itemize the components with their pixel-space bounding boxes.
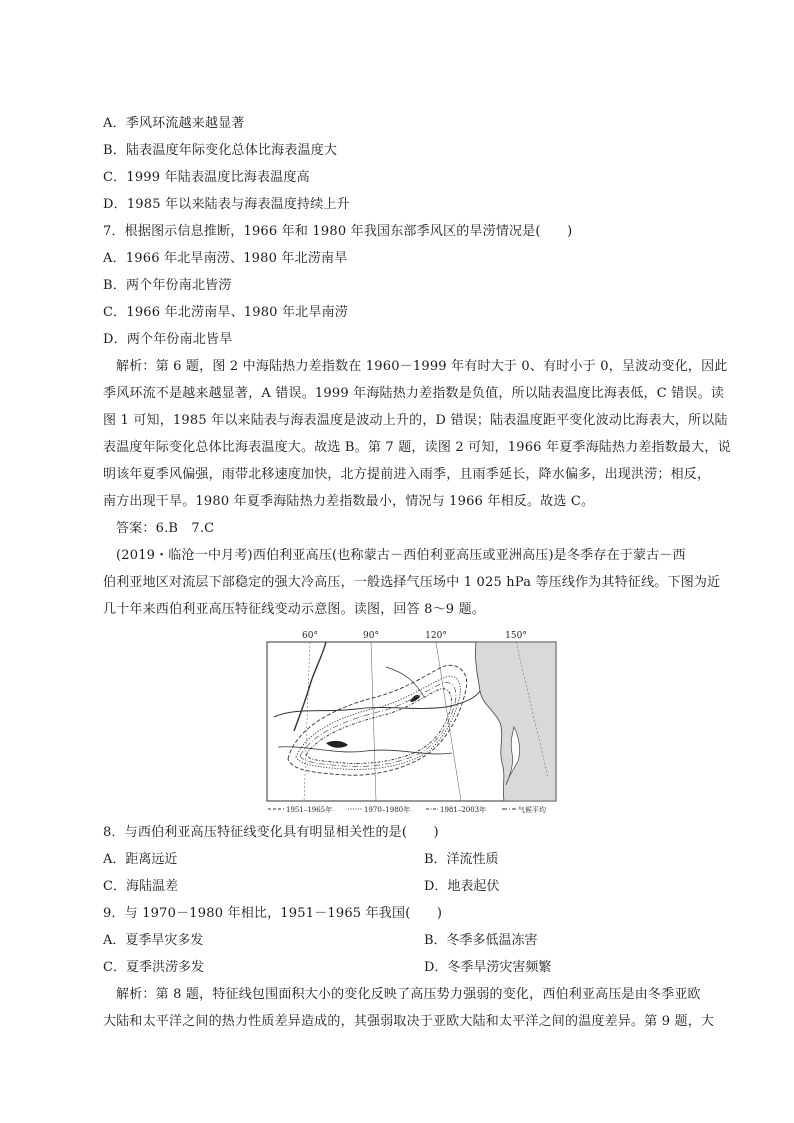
intro-line: (2019・临沧一中月考)西伯利亚高压(也称蒙古－西伯利亚高压或亚洲高压)是冬季存在于蒙古－西 [116,548,686,563]
q7-option-b: B．两个年份南北皆涝 [103,278,232,293]
q6-option-a: A．季风环流越来越显著 [103,116,245,131]
q6-option-c: C．1999 年陆表温度比海表温度高 [103,170,310,185]
q9-option-c: C．夏季洪涝多发 [103,960,204,975]
q9-option-d: D．冬季旱涝灾害频繁 [424,960,552,975]
legend-label: 气候平均 [518,806,546,814]
q7-option-d: D．两个年份南北皆旱 [103,332,233,347]
siberian-high-map [266,627,557,815]
intro-line: 伯利亚地区对流层下部稳定的强大冷高压，一般选择气压场中 1 025 hPa 等压线作为其特征线。下图为近 [103,575,721,590]
q6-option-d: D．1985 年以来陆表与海表温度持续上升 [103,197,350,212]
legend-label: 1981–2003年 [440,806,487,814]
q6-option-b: B．陆表温度年际变化总体比海表温度大 [103,143,338,158]
analysis-line: 季风环流不是越来越显著，A 错误。1999 年海陆热力差指数是负值，所以陆表温度比海表低，C 错误。读 [103,386,725,401]
legend-label: 1970–1980年 [364,806,411,814]
q8-option-a: A．距离远近 [103,852,178,867]
q9-stem: 9．与 1970－1980 年相比，1951－1965 年我国( ) [103,906,443,921]
q8-option-b: B．洋流性质 [424,852,499,867]
legend-label: 1951–1965年 [286,806,333,814]
q7-option-c: C．1966 年北涝南旱、1980 年北旱南涝 [103,305,348,320]
analysis-line: 明该年夏季风偏强，雨带北移速度加快，北方提前进入雨季，且雨季延长，降水偏多，出现洪涝；相反， [103,467,711,482]
analysis-line: 解析：第 8 题，特征线包围面积大小的变化反映了高压势力强弱的变化，西伯利亚高压是由冬季亚欧 [116,987,701,1002]
analysis-line: 解析：第 6 题，图 2 中海陆热力差指数在 1960－1999 年有时大于 0、有时小于 0，呈波动变化，因此 [116,359,728,374]
q7-stem: 7．根据图示信息推断，1966 年和 1980 年我国东部季风区的旱涝情况是( ) [103,224,573,239]
lon-label-120: 120° [425,631,447,641]
q8-option-c: C．海陆温差 [103,879,178,894]
analysis-line: 大陆和太平洋之间的热力性质差异造成的，其强弱取决于亚欧大陆和太平洋之间的温度差异。第 9 题，大 [103,1014,715,1029]
q9-option-b: B．冬季多低温冻害 [424,933,538,948]
analysis-line: 南方出现干旱。1980 年夏季海陆热力差指数最小，情况与 1966 年相反。故选 C。 [103,494,595,509]
q9-option-a: A．夏季旱灾多发 [103,933,204,948]
q8-stem: 8．与西伯利亚高压特征线变化具有明显相关性的是( ) [103,825,439,840]
analysis-line: 图 1 可知，1985 年以来陆表与海表温度是波动上升的，D 错误；陆表温度距平变化波动比海表大，所以陆 [103,413,728,428]
lon-label-150: 150° [505,631,527,641]
q7-option-a: A．1966 年北旱南涝、1980 年北涝南旱 [103,251,348,266]
intro-line: 几十年来西伯利亚高压特征线变动示意图。读图，回答 8～9 题。 [103,602,486,617]
lon-label-90: 90° [363,631,379,641]
analysis-line: 表温度年际变化总体比海表温度大。故选 B。第 7 题，读图 2 可知，1966 年夏季海陆热力差指数最大，说 [103,440,731,455]
answer-line: 答案：6.B 7.C [116,521,215,536]
q8-option-d: D．地表起伏 [424,879,500,894]
lon-label-60: 60° [302,631,318,641]
